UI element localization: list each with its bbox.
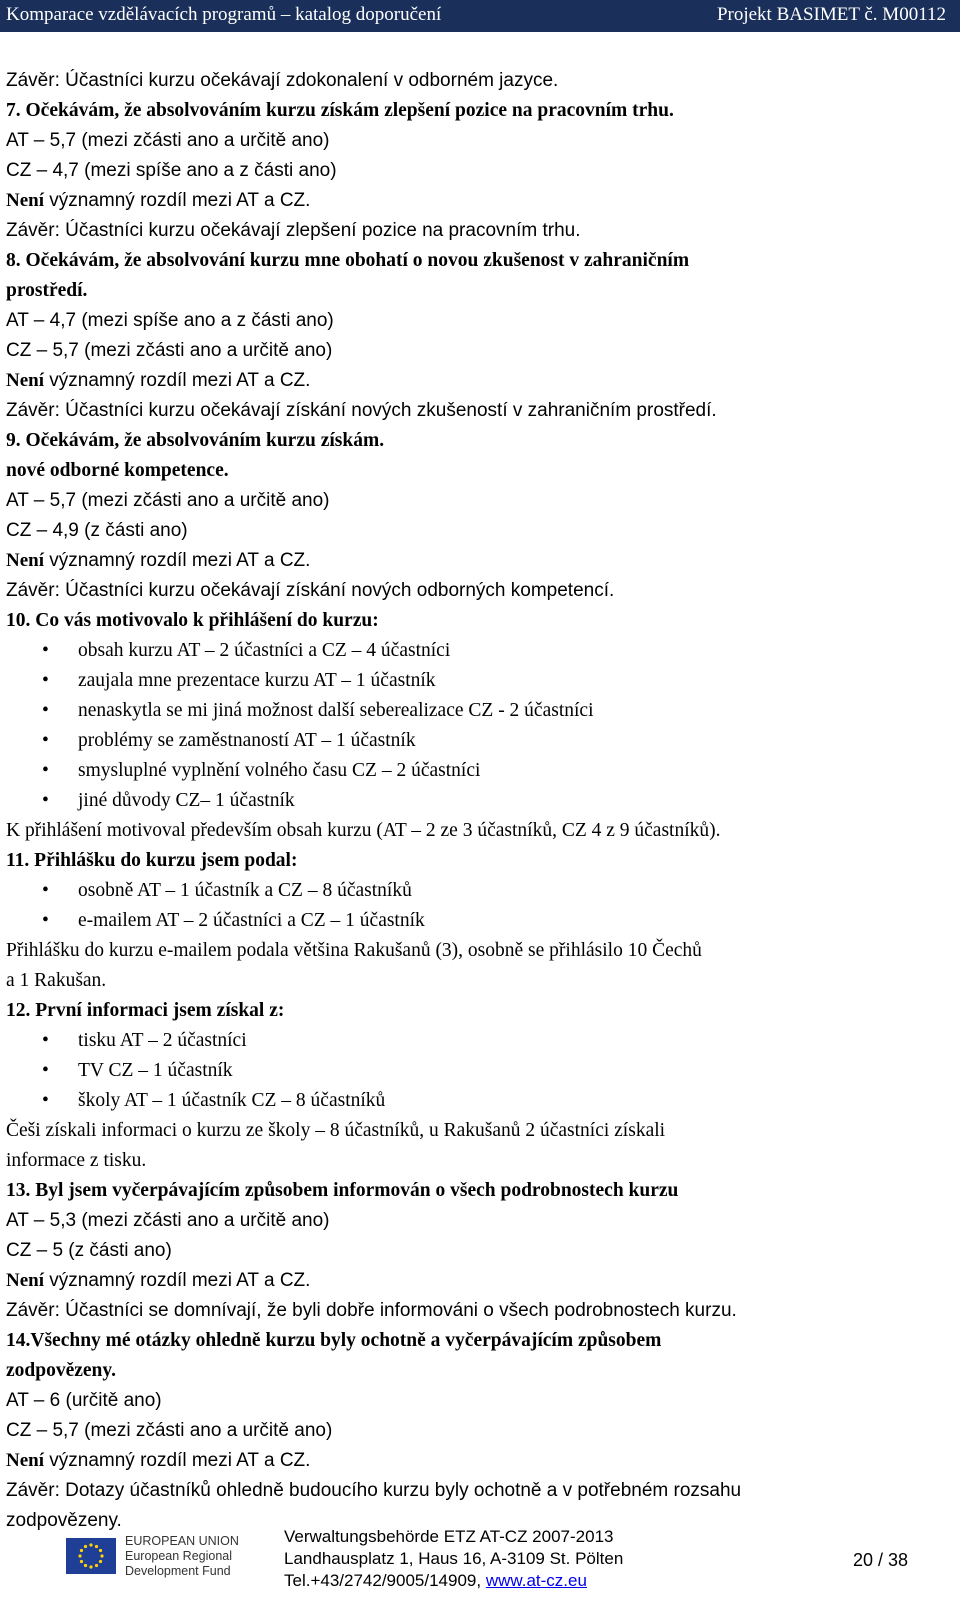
bullet-text: osobně AT – 1 účastník a CZ – 8 účastníků xyxy=(78,880,412,901)
question-heading: 12. První informaci jsem získal z: xyxy=(6,1000,285,1021)
bullet-text: problémy se zaměstnaností AT – 1 účastník xyxy=(78,730,416,751)
eu-star-icon xyxy=(95,1545,98,1548)
header-project: Projekt BASIMET č. M00112 xyxy=(716,4,946,25)
text-line: Přihlášku do kurzu e-mailem podala většina Rakušanů (3), osobně se přihlásilo 10 Čechů xyxy=(6,940,702,961)
eu-star-icon xyxy=(99,1549,102,1552)
bullet-icon: • xyxy=(42,640,49,661)
bullet-item xyxy=(6,1086,946,1116)
conclusion-line xyxy=(6,186,946,216)
page-header xyxy=(0,0,960,32)
footer-address xyxy=(284,1526,623,1592)
emphasis-word: Není xyxy=(6,370,44,391)
eu-label xyxy=(125,1534,239,1579)
text-line: AT – 5,7 (mezi zčásti ano a určitě ano) xyxy=(6,490,330,511)
website-link[interactable]: www.at-cz.eu xyxy=(485,1571,587,1590)
text-line: AT – 6 (určitě ano) xyxy=(6,1390,162,1411)
line-rest: významný rozdíl mezi AT a CZ. xyxy=(44,550,311,571)
eu-line-2: European Regional xyxy=(125,1549,233,1563)
bullet-icon: • xyxy=(42,760,49,781)
question-heading: 7. Očekávám, že absolvováním kurzu získám zlepšení pozice na pracovním trhu. xyxy=(6,100,674,121)
text-line: zodpovězeny. xyxy=(6,1510,122,1531)
bullet-item xyxy=(6,666,946,696)
line-rest: významný rozdíl mezi AT a CZ. xyxy=(44,1270,311,1291)
text-line: Závěr: Účastníci kurzu očekávají zdokonalení v odborném jazyce. xyxy=(6,70,559,91)
eu-flag-icon xyxy=(66,1538,116,1574)
eu-line-1: EUROPEAN UNION xyxy=(125,1534,239,1548)
page-footer xyxy=(0,1524,960,1602)
bullet-icon: • xyxy=(42,1060,49,1081)
eu-star-icon xyxy=(89,1543,92,1546)
conclusion-line xyxy=(6,1266,946,1296)
question-heading: 8. Očekávám, že absolvování kurzu mne obohatí o novou zkušenost v zahraničním xyxy=(6,250,690,271)
emphasis-word: Není xyxy=(6,190,44,211)
bullet-icon: • xyxy=(42,1090,49,1111)
header-title: Komparace vzdělávacích programů – katalog doporučení xyxy=(6,4,442,25)
text-line: AT – 5,7 (mezi zčásti ano a určitě ano) xyxy=(6,130,330,151)
bullet-item xyxy=(6,1056,946,1086)
bullet-icon: • xyxy=(42,880,49,901)
document-body xyxy=(6,66,946,1536)
bullet-text: nenaskytla se mi jiná možnost další seberealizace CZ - 2 účastníci xyxy=(78,700,594,721)
bullet-text: školy AT – 1 účastník CZ – 8 účastníků xyxy=(78,1090,386,1111)
text-line: Závěr: Účastníci se domnívají, že byli dobře informováni o všech podrobnostech kurzu. xyxy=(6,1300,737,1321)
text-line: K přihlášení motivoval především obsah kurzu (AT – 2 ze 3 účastníků, CZ 4 z 9 účastníků). xyxy=(6,820,721,841)
eu-line-3: Development Fund xyxy=(125,1564,231,1578)
bullet-text: TV CZ – 1 účastník xyxy=(78,1060,233,1081)
text-line: AT – 4,7 (mezi spíše ano a z části ano) xyxy=(6,310,334,331)
eu-star-icon xyxy=(80,1549,83,1552)
text-line: CZ – 5,7 (mezi zčásti ano a určitě ano) xyxy=(6,340,333,361)
address-line-2: Landhausplatz 1, Haus 16, A-3109 St. Pölten xyxy=(284,1549,624,1568)
bullet-text: obsah kurzu AT – 2 účastníci a CZ – 4 účastníci xyxy=(78,640,451,661)
bullet-item xyxy=(6,786,946,816)
question-heading: 9. Očekávám, že absolvováním kurzu získám. xyxy=(6,430,385,451)
question-heading: nové odborné kompetence. xyxy=(6,460,229,481)
bullet-item xyxy=(6,756,946,786)
question-heading: 13. Byl jsem vyčerpávajícím způsobem informován o všech podrobnostech kurzu xyxy=(6,1180,679,1201)
bullet-item xyxy=(6,876,946,906)
bullet-text: e-mailem AT – 2 účastníci a CZ – 1 účastník xyxy=(78,910,425,931)
eu-star-icon xyxy=(99,1560,102,1563)
text-line: CZ – 4,9 (z části ano) xyxy=(6,520,188,541)
conclusion-line xyxy=(6,1446,946,1476)
bullet-icon: • xyxy=(42,790,49,811)
emphasis-word: Není xyxy=(6,1270,44,1291)
text-line: CZ – 5 (z části ano) xyxy=(6,1240,172,1261)
eu-star-icon xyxy=(80,1560,83,1563)
bullet-item xyxy=(6,696,946,726)
text-line: CZ – 4,7 (mezi spíše ano a z části ano) xyxy=(6,160,337,181)
bullet-text: tisku AT – 2 účastníci xyxy=(78,1030,247,1051)
conclusion-line xyxy=(6,366,946,396)
emphasis-word: Není xyxy=(6,550,44,571)
bullet-item xyxy=(6,906,946,936)
question-heading: 11. Přihlášku do kurzu jsem podal: xyxy=(6,850,298,871)
conclusion-line xyxy=(6,546,946,576)
phone-text: Tel.+43/2742/9005/14909, xyxy=(284,1571,486,1590)
text-line: Závěr: Dotazy účastníků ohledně budoucího kurzu byly ochotně a v potřebném rozsahu xyxy=(6,1480,742,1501)
emphasis-word: Není xyxy=(6,1450,44,1471)
text-line: a 1 Rakušan. xyxy=(6,970,107,991)
bullet-text: smysluplné vyplnění volného času CZ – 2 účastníci xyxy=(78,760,481,781)
text-line: Závěr: Účastníci kurzu očekávají zlepšení pozice na pracovním trhu. xyxy=(6,220,581,241)
text-line: CZ – 5,7 (mezi zčásti ano a určitě ano) xyxy=(6,1420,333,1441)
line-rest: významný rozdíl mezi AT a CZ. xyxy=(44,190,311,211)
bullet-icon: • xyxy=(42,1030,49,1051)
eu-star-icon xyxy=(84,1545,87,1548)
text-line: Závěr: Účastníci kurzu očekávají získání nových odborných kompetencí. xyxy=(6,580,615,601)
eu-star-icon xyxy=(89,1565,92,1568)
text-line: Češi získali informaci o kurzu ze školy – 8 účastníků, u Rakušanů 2 účastníci získali xyxy=(6,1120,666,1141)
text-line: AT – 5,3 (mezi zčásti ano a určitě ano) xyxy=(6,1210,330,1231)
question-heading: zodpovězeny. xyxy=(6,1360,116,1381)
address-line-1: Verwaltungsbehörde ETZ AT-CZ 2007-2013 xyxy=(284,1527,614,1546)
bullet-text: zaujala mne prezentace kurzu AT – 1 účastník xyxy=(78,670,436,691)
bullet-icon: • xyxy=(42,910,49,931)
bullet-icon: • xyxy=(42,730,49,751)
eu-star-icon xyxy=(84,1564,87,1567)
address-line-3 xyxy=(284,1570,623,1592)
question-heading: 14.Všechny mé otázky ohledně kurzu byly ochotně a vyčerpávajícím způsobem xyxy=(6,1330,662,1351)
page-number: 20 / 38 xyxy=(852,1550,908,1570)
bullet-icon: • xyxy=(42,670,49,691)
eu-star-icon xyxy=(78,1554,81,1557)
bullet-icon: • xyxy=(42,700,49,721)
line-rest: významný rozdíl mezi AT a CZ. xyxy=(44,370,311,391)
bullet-text: jiné důvody CZ– 1 účastník xyxy=(78,790,295,811)
text-line: Závěr: Účastníci kurzu očekávají získání nových zkušeností v zahraničním prostředí. xyxy=(6,400,717,421)
eu-star-icon xyxy=(95,1564,98,1567)
bullet-item xyxy=(6,726,946,756)
bullet-item xyxy=(6,636,946,666)
question-heading: 10. Co vás motivovalo k přihlášení do kurzu: xyxy=(6,610,379,631)
line-rest: významný rozdíl mezi AT a CZ. xyxy=(44,1450,311,1471)
question-heading: prostředí. xyxy=(6,280,88,301)
eu-star-icon xyxy=(100,1554,103,1557)
bullet-item xyxy=(6,1026,946,1056)
text-line: informace z tisku. xyxy=(6,1150,147,1171)
